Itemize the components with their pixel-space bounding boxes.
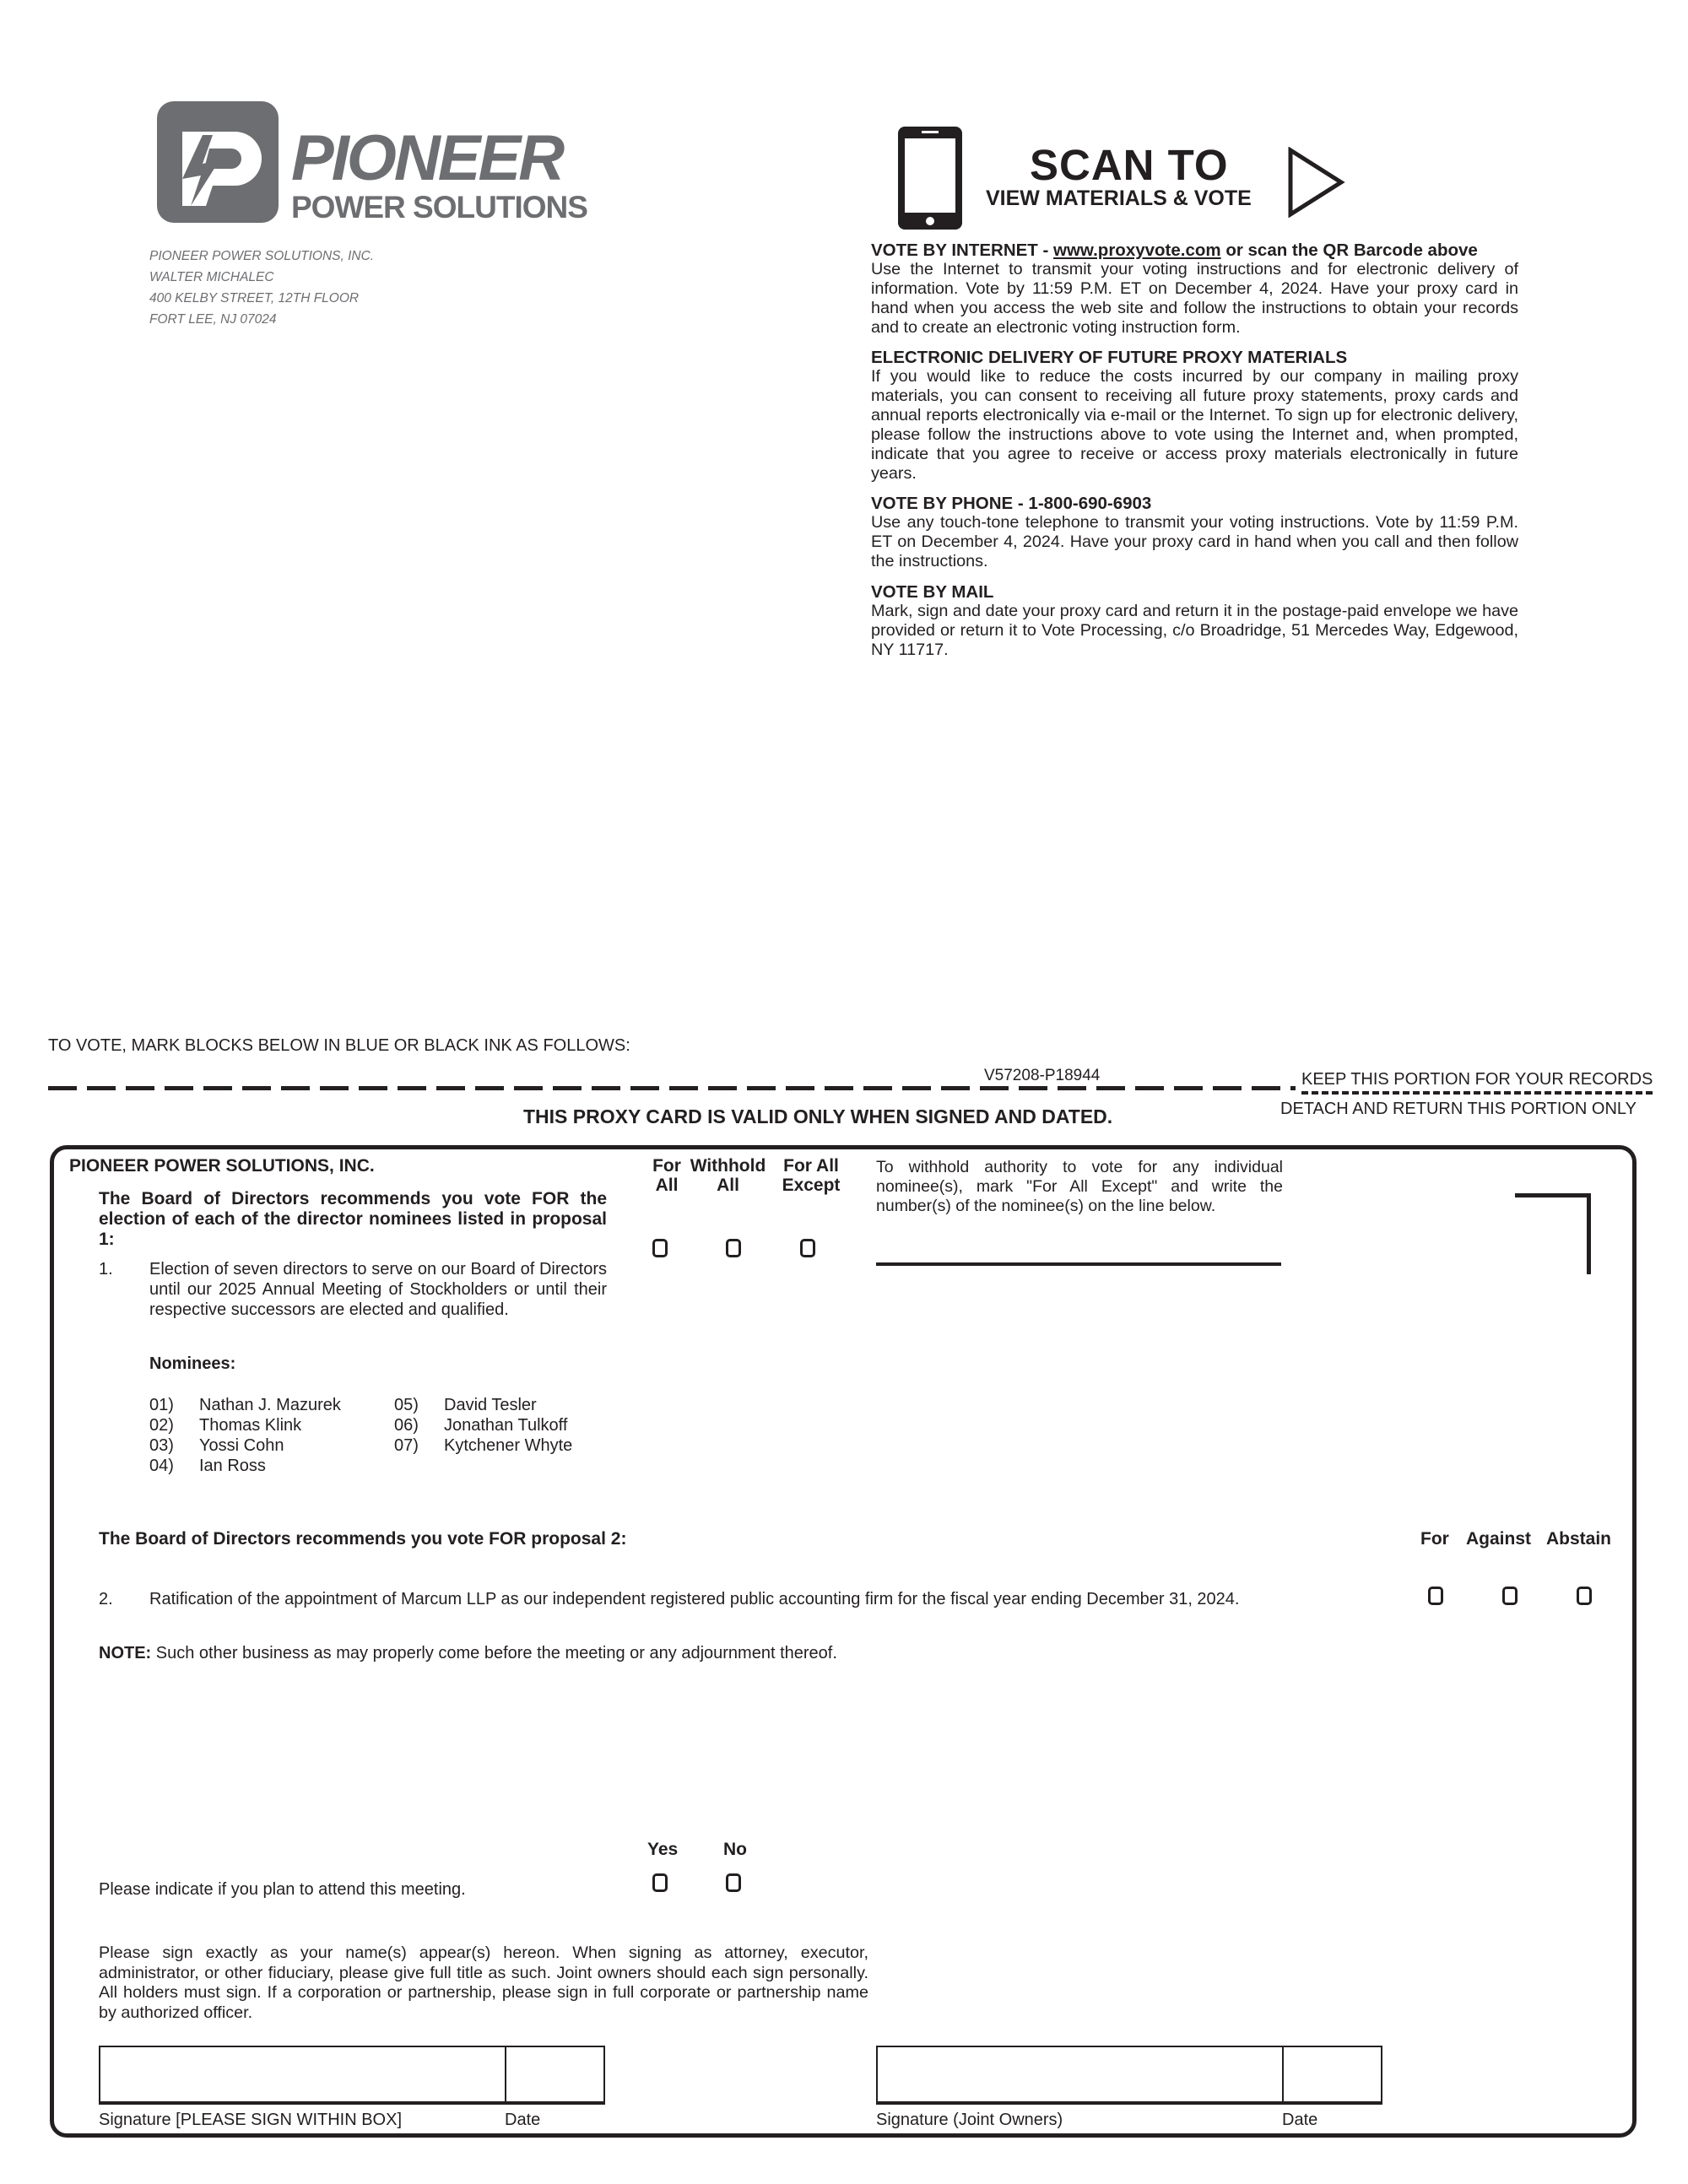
col-yes: Yes [647,1840,679,1859]
nominee-number: 04) [149,1457,174,1475]
vote-by-mail-section [871,582,1518,660]
joint-date-box[interactable] [1282,2046,1382,2105]
nominee-number: 03) [149,1436,174,1455]
proposal-2-against-checkbox[interactable] [1502,1587,1518,1605]
nominee-name: Thomas Klink [199,1416,302,1435]
registration-corner-mark [1587,1193,1591,1274]
lightning-p-icon [157,101,279,223]
joint-signature-label: Signature (Joint Owners) [876,2111,1063,2129]
date-label: Date [505,2111,541,2129]
nominee-name: Jonathan Tulkoff [444,1416,568,1435]
company-logo [157,101,279,223]
col-abstain: Abstain [1546,1529,1612,1549]
withhold-all-checkbox[interactable] [726,1239,741,1257]
nominee-name: David Tesler [444,1396,537,1414]
proposal-2-text: Ratification of the appointment of Marcum LLP as our independent registered public accounting firm for the fiscal year ending December 31, 2024. [149,1590,1240,1608]
proposal-2-number: 2. [99,1590,113,1608]
proxyvote-link[interactable]: www.proxyvote.com [1053,241,1221,260]
validity-notice: THIS PROXY CARD IS VALID ONLY WHEN SIGNED AND DATED. [523,1106,1113,1127]
vote-by-mail-body: Mark, sign and date your proxy card and return it in the postage-paid envelope we have provided or return it to Vote Processing, c/o Broadridge, 51 Mercedes Way, Edgewood, NY 11717. [871,602,1518,659]
address-line: FORT LEE, NJ 07024 [149,312,277,327]
proposal-2-for-checkbox[interactable] [1428,1587,1443,1605]
attend-no-checkbox[interactable] [726,1873,741,1892]
signature-label: Signature [PLEASE SIGN WITHIN BOX] [99,2111,403,2129]
attendance-question: Please indicate if you plan to attend this meeting. [99,1880,466,1899]
withhold-instructions: To withhold authority to vote for any individual nominee(s), mark "For All Except" and write the number(s) of the nominee(s) on the line below. [876,1158,1283,1215]
marking-instructions: TO VOTE, MARK BLOCKS BELOW IN BLUE OR BLACK INK AS FOLLOWS: [48,1036,630,1055]
vote-by-internet-body: Use the Internet to transmit your voting instructions and for electronic delivery of information. Vote by 11:59 P.M. ET on December 4, 2024. Have your proxy card in hand when you access the web site and follow the instructions to obtain your records and to create an electronic voting instruction form. [871,260,1518,337]
control-number: V57208-P18944 [984,1067,1101,1084]
nominee-name: Nathan J. Mazurek [199,1396,341,1414]
nominee-number: 06) [394,1416,419,1435]
address-line: WALTER MICHALEC [149,270,274,284]
vote-by-mail-title: VOTE BY MAIL [871,582,994,602]
smartphone-icon [896,125,964,231]
keep-portion-label: KEEP THIS PORTION FOR YOUR RECORDS [1301,1070,1653,1095]
address-line: 400 KELBY STREET, 12TH FLOOR [149,291,360,305]
attend-yes-checkbox[interactable] [652,1873,668,1892]
electronic-delivery-body: If you would like to reduce the costs incurred by our company in mailing proxy materials, you can consent to receiving all future proxy statements, proxy cards and annual reports electronically via e-mail or the Internet. To sign up for electronic delivery, please follow the instructions above to vote using the Internet and, when prompted, indicate that you agree to receive or access proxy materials electronically in future years. [871,367,1518,483]
col-withhold-all: Withhold All [690,1156,766,1195]
registration-corner-mark [1515,1193,1591,1197]
scan-to-subheading: VIEW MATERIALS & VOTE [986,187,1252,210]
board-recommendation-1: The Board of Directors recommends you vote FOR the election of each of the director nominees listed in proposal 1: [99,1189,607,1249]
signature-box[interactable] [99,2046,506,2105]
proposal-1-number: 1. [99,1260,113,1279]
vote-by-phone-body: Use any touch-tone telephone to transmit your voting instructions. Vote by 11:59 P.M. ET on December 4, 2024. Have your proxy card in hand when you call and then follow the instructions. [871,513,1518,570]
date-box[interactable] [505,2046,605,2105]
nominee-name: Yossi Cohn [199,1436,284,1455]
electronic-delivery-title: ELECTRONIC DELIVERY OF FUTURE PROXY MATERIALS [871,348,1348,367]
col-no: No [723,1840,747,1859]
signing-instructions: Please sign exactly as your name(s) appear(s) hereon. When signing as attorney, executor, administrator, or other fiduciary, please give full title as such. Joint owners should each sign personally. All holders must sign. If a corporation or partnership, please sign in full corporate or partnership name by authorized officer. [99,1943,868,2022]
detach-portion-label: DETACH AND RETURN THIS PORTION ONLY [1280,1100,1637,1118]
proposal-1-text: Election of seven directors to serve on our Board of Directors until our 2025 Annual Meeting of Stockholders or until their respective successors are elected and qualified. [149,1260,607,1319]
vote-by-internet-section [871,241,1518,338]
nominee-number: 02) [149,1416,174,1435]
nominee-name: Kytchener Whyte [444,1436,573,1455]
logo-wordmark-line1: PIONEER [291,122,563,194]
for-all-except-checkbox[interactable] [800,1239,815,1257]
for-all-checkbox[interactable] [652,1239,668,1257]
vote-by-phone-section [871,494,1518,571]
joint-signature-box[interactable] [876,2046,1284,2105]
play-arrow-icon [1287,147,1346,218]
note-text: NOTE: Such other business as may properly come before the meeting or any adjournment thereof. [99,1644,837,1662]
col-for-all: For All [652,1156,681,1195]
electronic-delivery-section [871,348,1518,484]
col-against: Against [1466,1529,1532,1549]
col-for-all-except: For All Except [782,1156,841,1195]
vote-by-phone-title: VOTE BY PHONE - 1-800-690-6903 [871,494,1152,513]
nominee-number: 07) [394,1436,419,1455]
nominee-number: 05) [394,1396,419,1414]
address-line: PIONEER POWER SOLUTIONS, INC. [149,249,375,263]
vote-by-internet-title: VOTE BY INTERNET - www.proxyvote.com or scan the QR Barcode above [871,241,1478,260]
card-company-name: PIONEER POWER SOLUTIONS, INC. [69,1156,375,1176]
board-recommendation-2: The Board of Directors recommends you vote FOR proposal 2: [99,1529,627,1549]
nominee-exception-line[interactable] [876,1262,1281,1266]
joint-date-label: Date [1282,2111,1318,2129]
scan-to-heading: SCAN TO [1030,141,1229,189]
nominee-name: Ian Ross [199,1457,266,1475]
detach-line [48,1086,1296,1090]
logo-wordmark-line2: POWER SOLUTIONS [291,190,587,224]
col-for: For [1420,1529,1449,1549]
nominee-number: 01) [149,1396,174,1414]
nominees-label: Nominees: [149,1354,236,1373]
proposal-2-abstain-checkbox[interactable] [1577,1587,1592,1605]
